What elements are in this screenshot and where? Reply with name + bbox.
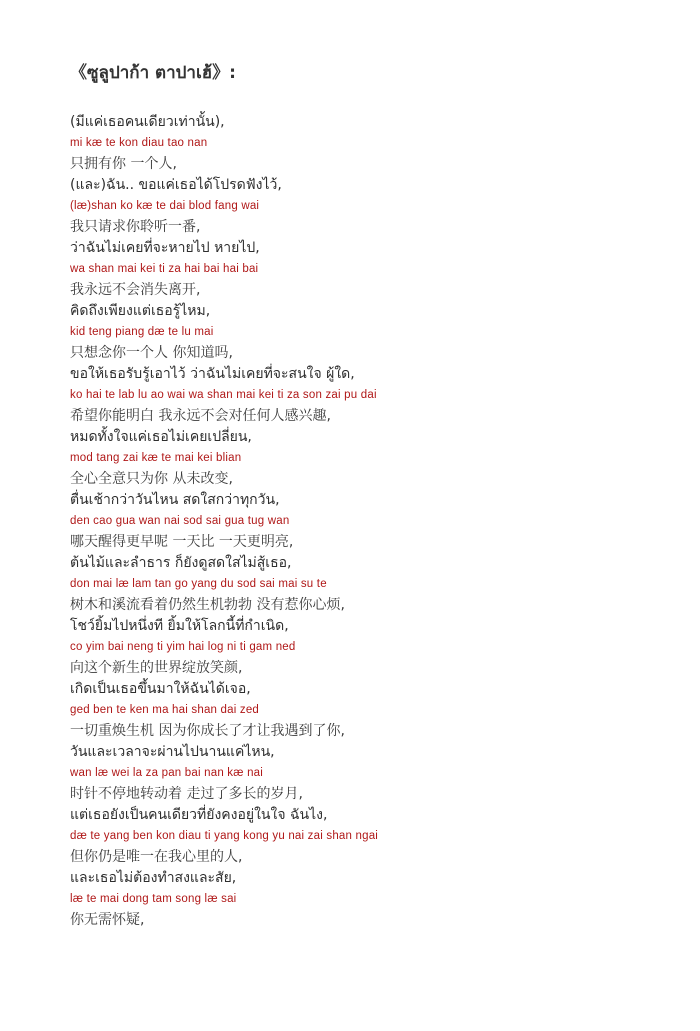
- lyric-line-thai: ต้นไม้และลำธาร ก็ยังดูสดใสไม่สู้เธอ,: [70, 555, 292, 571]
- lyric-line-roman: dæ te yang ben kon diau ti yang kong yu nai zai shan ngai: [70, 830, 379, 842]
- lyric-line-roman: (læ)shan ko kæ te dai blod fang wai: [70, 200, 260, 212]
- lyric-line-roman: læ te mai dong tam song læ sai: [70, 893, 237, 905]
- lyric-line-roman: ko hai te lab lu ao wai wa shan mai kei ti za son zai pu dai: [70, 389, 377, 401]
- lyric-line-chinese: 一切重焕生机 因为你成长了才让我遇到了你,: [70, 723, 345, 739]
- lyric-line-chinese: 只想念你一个人 你知道吗,: [70, 345, 233, 361]
- lyric-line-chinese: 你无需怀疑,: [70, 912, 145, 928]
- lyric-line-thai: โชว์ยิ้มไปหนึ่งที ยิ้มให้โลกนี้ที่กำเนิด,: [70, 618, 289, 634]
- lyric-line-chinese: 哪天醒得更早呢 一天比 一天更明亮,: [70, 534, 294, 550]
- document-title: 《ซูลูปาก้า ตาปาเฮ้》:: [70, 63, 236, 83]
- lyric-line-chinese: 时针不停地转动着 走过了多长的岁月,: [70, 786, 303, 802]
- lyric-line-chinese: 只拥有你 一个人,: [70, 156, 177, 172]
- lyric-line-chinese: 希望你能明白 我永远不会对任何人感兴趣,: [70, 408, 331, 424]
- lyric-line-roman: mod tang zai kæ te mai kei blian: [70, 452, 242, 464]
- lyric-line-chinese: 但你仍是唯一在我心里的人,: [70, 849, 243, 865]
- lyric-line-roman: wa shan mai kei ti za hai bai hai bai: [70, 263, 259, 275]
- lyric-line-roman: wan læ wei la za pan bai nan kæ nai: [70, 767, 264, 779]
- lyric-line-roman: co yim bai neng ti yim hai log ni ti gam ned: [70, 641, 296, 653]
- lyric-line-roman: mi kæ te kon diau tao nan: [70, 137, 208, 149]
- lyric-line-thai: เกิดเป็นเธอขึ้นมาให้ฉันได้เจอ,: [70, 681, 251, 697]
- lyric-line-thai: คิดถึงเพียงแต่เธอรู้ไหม,: [70, 303, 211, 319]
- lyric-line-chinese: 我永远不会消失离开,: [70, 282, 201, 298]
- lyric-line-thai: ขอให้เธอรับรู้เอาไว้ ว่าฉันไม่เคยที่จะสนใจ ผู้ใด,: [70, 366, 355, 382]
- lyric-line-roman: kid teng piang dæ te lu mai: [70, 326, 214, 338]
- lyric-line-thai: (มีแค่เธอคนเดียวเท่านั้น),: [70, 114, 225, 130]
- lyric-line-chinese: 全心全意只为你 从未改变,: [70, 471, 233, 487]
- lyrics-body: [70, 112, 680, 931]
- lyric-line-thai: และเธอไม่ต้องทำสงและสัย,: [70, 870, 237, 886]
- lyric-line-chinese: 树木和溪流看着仍然生机勃勃 没有惹你心烦,: [70, 597, 345, 613]
- lyric-line-thai: แต่เธอยังเป็นคนเดียวที่ยังคงอยู่ในใจ ฉันไง,: [70, 807, 328, 823]
- lyric-line-roman: don mai læ lam tan go yang du sod sai mai su te: [70, 578, 327, 590]
- lyric-line-thai: หมดทั้งใจแค่เธอไม่เคยเปลี่ยน,: [70, 429, 252, 445]
- lyric-line-chinese: 向这个新生的世界绽放笑颜,: [70, 660, 243, 676]
- lyric-line-chinese: 我只请求你聆听一番,: [70, 219, 201, 235]
- lyric-line-roman: den cao gua wan nai sod sai gua tug wan: [70, 515, 290, 527]
- lyric-line-thai: (และ)ฉัน.. ขอแค่เธอได้โปรดฟังไว้,: [70, 177, 282, 193]
- lyric-line-roman: ged ben te ken ma hai shan dai zed: [70, 704, 260, 716]
- lyric-line-thai: ว่าฉันไม่เคยที่จะหายไป หายไป,: [70, 240, 260, 256]
- lyric-line-thai: วันและเวลาจะผ่านไปนานแค่ไหน,: [70, 744, 275, 760]
- lyric-line-thai: ตื่นเช้ากว่าวันไหน สดใสกว่าทุกวัน,: [70, 492, 280, 508]
